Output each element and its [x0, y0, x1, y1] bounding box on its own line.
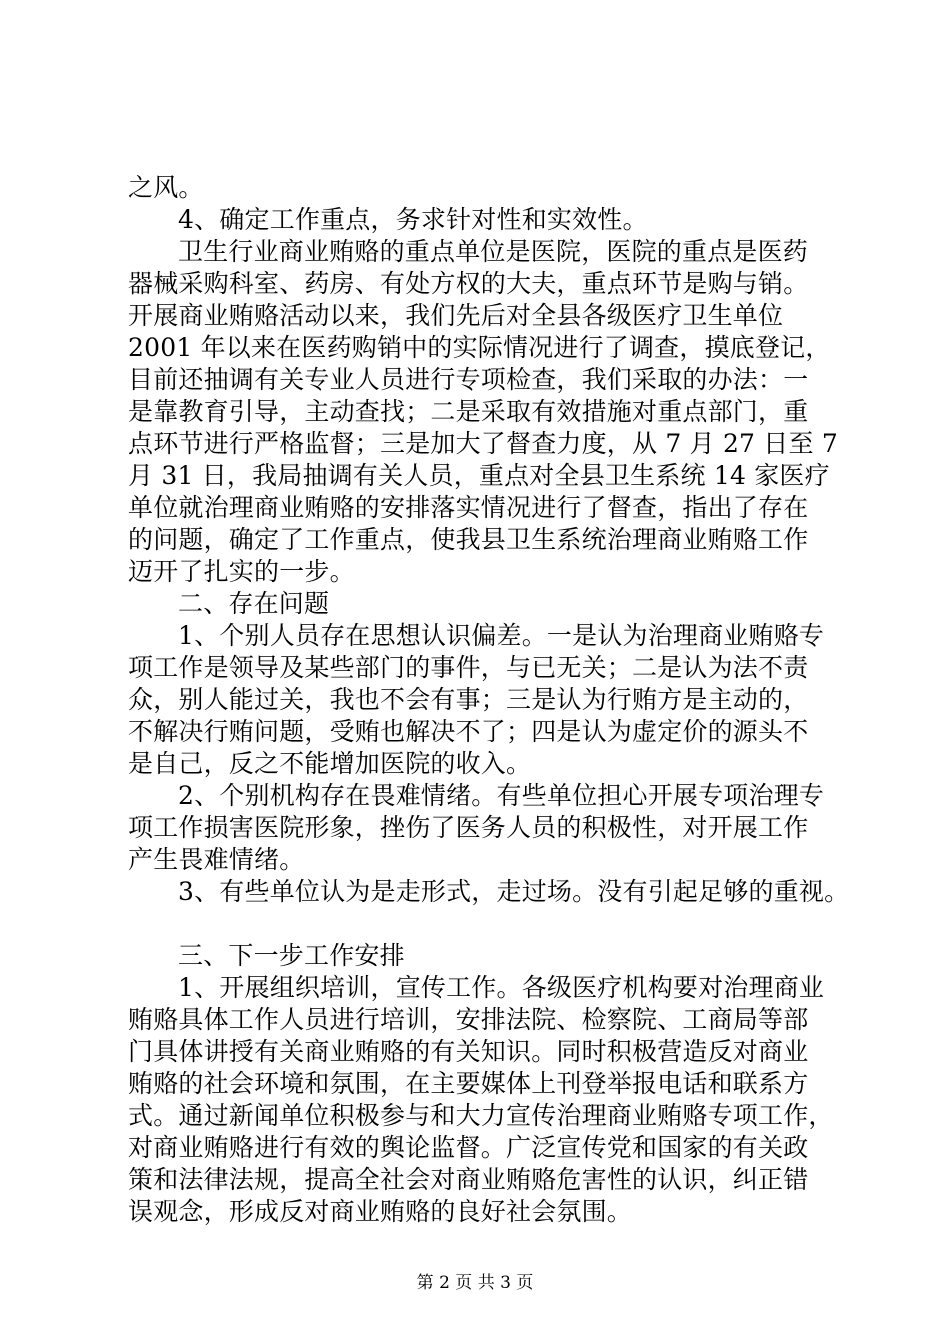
text-line: 贿赂的社会环境和氛围，在主要媒体上刊登举报电话和联系方	[128, 1069, 809, 1098]
text-line: 1、开展组织培训，宣传工作。各级医疗机构要对治理商业	[178, 973, 825, 1002]
text-line: 月 31 日，我局抽调有关人员，重点对全县卫生系统 14 家医疗	[128, 461, 830, 490]
text-line: 式。通过新闻单位积极参与和大力宣传治理商业贿赂专项工作，	[128, 1101, 834, 1130]
text-line: 2001 年以来在医药购销中的实际情况进行了调查，摸底登记，	[128, 333, 831, 362]
text-line: 是靠教育引导，主动查找；二是采取有效措施对重点部门，重	[128, 397, 809, 426]
text-line: 贿赂具体工作人员进行培训，安排法院、检察院、工商局等部	[128, 1005, 809, 1034]
text-line: 策和法律法规，提高全社会对商业贿赂危害性的认识，纠正错	[128, 1165, 809, 1194]
text-line: 卫生行业商业贿赂的重点单位是医院，医院的重点是医药	[178, 237, 809, 266]
text-line: 1、个别人员存在思想认识偏差。一是认为治理商业贿赂专	[178, 621, 825, 650]
text-line: 对商业贿赂进行有效的舆论监督。广泛宣传党和国家的有关政	[128, 1133, 809, 1162]
section-heading: 二、存在问题	[178, 589, 330, 618]
text-line: 产生畏难情绪。	[128, 845, 305, 874]
text-line: 2、个别机构存在畏难情绪。有些单位担心开展专项治理专	[178, 781, 825, 810]
text-line: 迈开了扎实的一步。	[128, 557, 355, 586]
section-heading: 三、下一步工作安排	[178, 941, 405, 970]
text-line: 项工作损害医院形象，挫伤了医务人员的积极性，对开展工作	[128, 813, 809, 842]
page-footer: 第 2 页 共 3 页	[416, 1273, 534, 1293]
text-line: 单位就治理商业贿赂的安排落实情况进行了督查，指出了存在	[128, 493, 809, 522]
text-line: 开展商业贿赂活动以来，我们先后对全县各级医疗卫生单位	[128, 301, 784, 330]
text-line: 目前还抽调有关专业人员进行专项检查，我们采取的办法：一	[128, 365, 809, 394]
text-line: 不解决行贿问题，受贿也解决不了；四是认为虚定价的源头不	[128, 717, 809, 746]
text-line: 误观念，形成反对商业贿赂的良好社会氛围。	[128, 1197, 633, 1226]
text-line: 项工作是领导及某些部门的事件，与已无关；二是认为法不责	[128, 653, 809, 682]
text-line: 4、确定工作重点，务求针对性和实效性。	[178, 205, 648, 234]
text-line: 是自己，反之不能增加医院的收入。	[128, 749, 532, 778]
text-line: 门具体讲授有关商业贿赂的有关知识。同时积极营造反对商业	[128, 1037, 809, 1066]
text-line: 点环节进行严格监督；三是加大了督查力度，从 7 月 27 日至 7	[128, 429, 838, 458]
text-line: 众，别人能过关，我也不会有事；三是认为行贿方是主动的，	[128, 685, 809, 714]
text-line: 的问题，确定了工作重点，使我县卫生系统治理商业贿赂工作	[128, 525, 809, 554]
text-line: 之风。	[128, 173, 204, 202]
text-line: 器械采购科室、药房、有处方权的大夫，重点环节是购与销。	[128, 269, 809, 298]
text-line: 3、有些单位认为是走形式，走过场。没有引起足够的重视。	[178, 877, 850, 906]
